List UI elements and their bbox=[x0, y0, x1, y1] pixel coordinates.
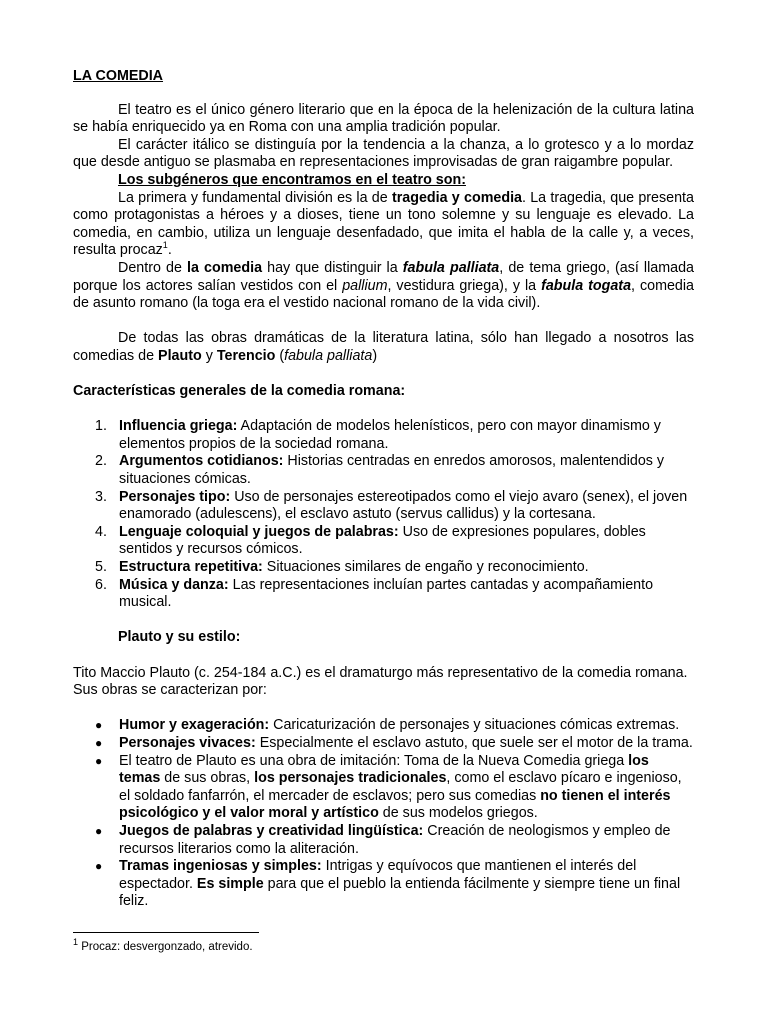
intro-paragraph-2: El carácter itálico se distinguía por la tendencia a la chanza, a lo grotesco y a lo mordaz que desde antiguo se plasmaba en representaciones improvisadas de gran raigambre popular. bbox=[73, 136, 694, 171]
list-item: 4. Lenguaje coloquial y juegos de palabras: Uso de expresiones populares, dobles sentidos y recursos cómicos. bbox=[95, 523, 646, 558]
subgeneros-heading: Los subgéneros que encontramos en el teatro son: bbox=[118, 171, 466, 188]
list-item: 3. Personajes tipo: Uso de personajes estereotipados como el viejo avaro (senex), el joven enamorado (adulescens), el esclavo astuto (servus callidus) y la cortesana. bbox=[95, 488, 688, 523]
bullet-icon: ● bbox=[95, 823, 103, 838]
list-item: ● Humor y exageración: Caricaturización de personajes y situaciones cómicas extremas. bbox=[95, 717, 680, 734]
list-item: 6. Música y danza: Las representaciones incluían partes cantadas y acompañamiento musical. bbox=[95, 576, 654, 611]
footnote: $^1$ Procaz: desvergonzado, atrevido. bbox=[73, 937, 253, 953]
intro-paragraph-5: De todas las obras dramáticas de la literatura latina, sólo han llegado a nosotros las comedias de Plauto y Terencio (fabula palliata) bbox=[73, 330, 694, 364]
document-body bbox=[73, 68, 694, 911]
caracteristicas-heading: Características generales de la comedia romana: bbox=[73, 383, 406, 400]
plauto-list bbox=[73, 717, 694, 911]
list-item: ● Juegos de palabras y creatividad lingüística: Creación de neologismos y empleo de recursos literarios como la aliteración. bbox=[95, 822, 671, 857]
list-item: ● El teatro de Plauto es una obra de imitación: Toma de la Nueva Comedia griega los temas de sus obras, los personajes tradicionales, como el esclavo pícaro e ingenioso, el soldado fanfarrón, el mercader de esclavos; pero sus comedias no tienen el interés psicológico y el valor moral y artístico de sus modelos griegos. bbox=[95, 752, 682, 822]
plauto-intro: Tito Maccio Plauto (c. 254-184 a.C.) es el dramaturgo más representativo de la comedia romana. Sus obras se caracterizan por: bbox=[73, 664, 688, 699]
list-item: 1. Influencia griega: Adaptación de modelos helenísticos, pero con mayor dinamismo y elementos propios de la sociedad romana. bbox=[95, 418, 661, 452]
caracteristicas-list bbox=[73, 418, 694, 612]
bullet-icon: ● bbox=[95, 859, 103, 874]
bullet-icon: ● bbox=[95, 735, 103, 750]
list-item: ● Personajes vivaces: Especialmente el esclavo astuto, que suele ser el motor de la trama. bbox=[95, 734, 693, 751]
page-title: LA COMEDIA bbox=[73, 68, 164, 84]
bullet-icon: ● bbox=[95, 718, 103, 733]
list-item: ● Tramas ingeniosas y simples: Intrigas y equívocos que mantienen el interés del espectador. Es simple para que el pueblo la entienda fácilmente y siempre tiene un final feliz. bbox=[95, 858, 681, 910]
footnote-divider bbox=[73, 932, 259, 933]
intro-paragraph-3: La primera y fundamental división es la de tragedia y comedia. La tragedia, que presenta como protagonistas a héroes y a dioses, tiene un tono solemne y su lenguaje es elevado. La comedia, en cambio, utiliza un lenguaje desenfadado, que imita el habla de la calle y, a veces, resulta procaz$^1$. bbox=[73, 189, 694, 259]
list-item: 5. Estructura repetitiva: Situaciones similares de engaño y reconocimiento. bbox=[95, 559, 589, 576]
intro-paragraph-1: El teatro es el único género literario que en la época de la helenización de la cultura latina se había enriquecido ya en Roma con una amplia tradición popular. bbox=[73, 101, 694, 136]
list-item: 2. Argumentos cotidianos: Historias centradas en enredos amorosos, malentendidos y situaciones cómicas. bbox=[95, 453, 665, 488]
bullet-icon: ● bbox=[95, 753, 103, 768]
footnote-ref: 1 bbox=[162, 240, 168, 251]
plauto-heading: Plauto y su estilo: bbox=[118, 629, 241, 646]
intro-paragraph-4: Dentro de la comedia hay que distinguir la fabula palliata, de tema griego, (así llamada porque los actores salían vestidos con el pallium, vestidura griega), y la fabula togata, comedia de asunto romano (la toga era el vestido nacional romano de la vida civil). bbox=[73, 259, 695, 312]
